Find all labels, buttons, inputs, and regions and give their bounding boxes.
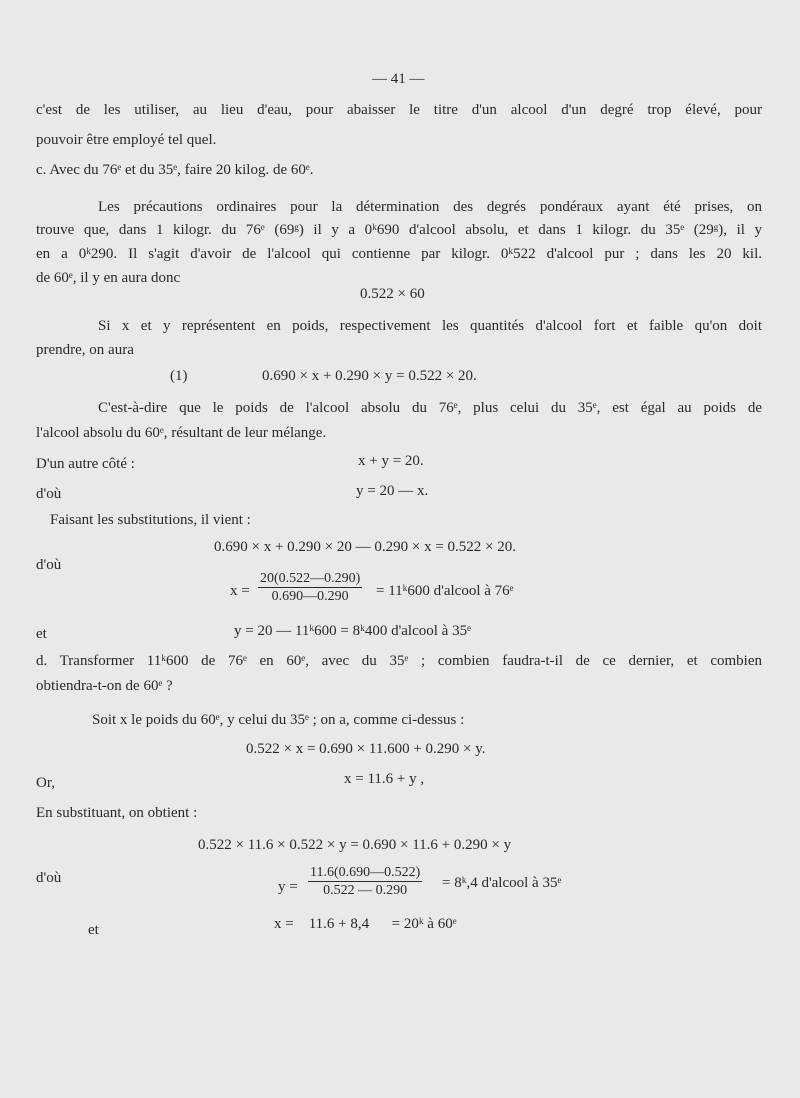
paragraph-line: Si x et y représentent en poids, respectivement les quantités d'alcool fort et faible qu'on doit [98, 318, 762, 334]
page-number: — 41 — [372, 71, 425, 87]
paragraph-line: prendre, on aura [36, 342, 134, 358]
paragraph-line: C'est-à-dire que le poids de l'alcool absolu du 76ᵉ, plus celui du 35ᵉ, est égal au poids de [98, 400, 762, 416]
equation-rhs: = 11ᵏ600 d'alcool à 76ᵉ [376, 583, 514, 599]
fraction [308, 864, 422, 899]
equation-number: (1) [170, 368, 188, 384]
text-label: Or, [36, 775, 55, 791]
equation-lhs: x = [230, 583, 250, 599]
fraction-denominator: 0.690—0.290 [271, 589, 349, 604]
paragraph-line: Faisant les substitutions, il vient : [50, 512, 251, 528]
equation: 0.522 × x = 0.690 × 11.600 + 0.290 × y. [246, 741, 486, 757]
fraction-denominator: 0.522 — 0.290 [323, 883, 408, 898]
equation: x + y = 20. [358, 453, 424, 469]
paragraph-line: Soit x le poids du 60ᵉ, y celui du 35ᵉ ; on a, comme ci-dessus : [92, 712, 465, 728]
paragraph-line: en a 0ᵏ290. Il s'agit d'avoir de l'alcool qui contienne par kilogr. 0ᵏ522 d'alcool pur ; dans les 20 kil. [36, 246, 762, 262]
text-label: d'où [36, 486, 62, 502]
problem-c-heading: c. Avec du 76ᵉ et du 35ᵉ, faire 20 kilog. de 60ᵉ. [36, 162, 314, 178]
problem-d-heading: d. Transformer 11ᵏ600 de 76ᵉ en 60ᵉ, avec du 35ᵉ ; combien faudra-t-il de ce dernier, et combien [36, 653, 762, 669]
equation-lhs: y = [278, 879, 298, 895]
equation: 0.522 × 11.6 × 0.522 × y = 0.690 × 11.6 + 0.290 × y [198, 837, 512, 853]
text-label: et [88, 922, 99, 938]
paragraph-line: obtiendra-t-on de 60ᵉ ? [36, 678, 173, 694]
equation: x = 11.6 + y , [344, 771, 425, 787]
equation: x = 11.6 + 8,4 = 20ᵏ à 60ᵉ [274, 916, 457, 932]
equation: 0.522 × 60 [360, 286, 425, 302]
equation: y = 20 — x. [356, 483, 429, 499]
text-label: D'un autre côté : [36, 456, 135, 472]
paragraph-line: l'alcool absolu du 60ᵉ, résultant de leur mélange. [36, 425, 327, 441]
equation: y = 20 — 11ᵏ600 = 8ᵏ400 d'alcool à 35ᵉ [234, 623, 471, 639]
text-label: d'où [36, 870, 62, 886]
fraction-numerator: 20(0.522—0.290) [260, 571, 361, 586]
paragraph-line: Les précautions ordinaires pour la détermination des degrés pondéraux ayant été prises, on [98, 199, 762, 215]
paragraph-line: En substituant, on obtient : [36, 805, 198, 821]
paragraph-line: pouvoir être employé tel quel. [36, 132, 217, 148]
paragraph-line: trouve que, dans 1 kilogr. du 76ᵉ (69ᵍ) il y a 0ᵏ690 d'alcool absolu, et dans 1 kilogr. du 35ᵉ (29ᵍ), il y [36, 222, 762, 238]
equation: 0.690 × x + 0.290 × y = 0.522 × 20. [262, 368, 477, 384]
text-label: et [36, 626, 47, 642]
paragraph-line: c'est de les utiliser, au lieu d'eau, pour abaisser le titre d'un alcool d'un degré trop élevé, pour [36, 102, 762, 118]
text-label: d'où [36, 557, 62, 573]
paragraph-line: de 60ᵉ, il y en aura donc [36, 270, 181, 286]
equation: 0.690 × x + 0.290 × 20 — 0.290 × x = 0.522 × 20. [214, 539, 517, 555]
fraction [258, 570, 362, 605]
equation-rhs: = 8ᵏ,4 d'alcool à 35ᵉ [442, 875, 562, 891]
fraction-numerator: 11.6(0.690—0.522) [310, 865, 421, 880]
